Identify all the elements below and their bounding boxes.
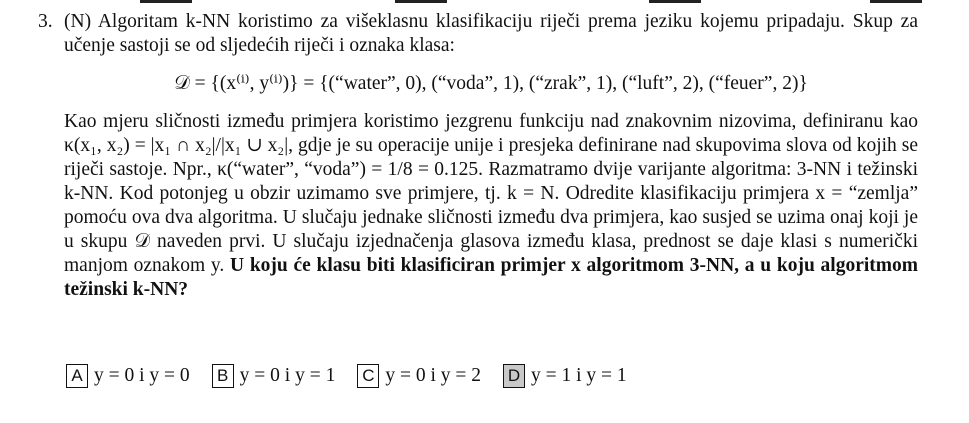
top-rule-segment — [870, 0, 922, 3]
answer-letter-box[interactable]: B — [212, 364, 234, 388]
answer-letter-box-selected[interactable]: D — [503, 364, 525, 388]
problem-number: 3. — [38, 11, 53, 32]
answer-option-c[interactable] — [357, 364, 481, 388]
problem-3 — [38, 10, 918, 302]
problem-description: Kao mjeru sličnosti između primjera koristimo jezgrenu funkciju nad znakovnim nizovima, definiranu kao κ(x₁, x₂) = |x₁ ∩ x₂|/|x₁ ∪ x₂|, gdje je su operacije unije i presjeka definirane nad skupovima slova od kojih se riječi sastoje. Npr., κ(“water”, “voda”) = 1/8 = 0.125. Razmatramo dvije varijante algoritma: 3-NN i težinski k-NN. Kod potonjeg u obzir uzimamo sve primjere, tj. k = N. Odredite klasifikaciju primjera x = “zemlja” pomoću ova dva algoritma. U slučaju jednake sličnosti između dva primjera, kao susjed se uzima onaj koji je u skupu 𝒟 naveden prvi. U slučaju izjednačenja glasova između klasa, prednost se daje klasi s numerički manjom oznakom y. — [64, 111, 918, 276]
problem-intro: (N) Algoritam k-NN koristimo za višeklasnu klasifikaciju riječi prema jeziku kojemu pripadaju. Skup za učenje sastoji se od sljedećih riječi i oznaka klasa: — [64, 11, 918, 56]
answer-option-b[interactable] — [212, 364, 336, 388]
top-rule-segment — [395, 0, 447, 3]
top-rule-fragments — [0, 0, 969, 5]
problem-body — [64, 10, 918, 302]
answer-letter-box[interactable]: A — [66, 364, 88, 388]
answer-text: y = 0 i y = 0 — [94, 365, 190, 386]
answer-text: y = 1 i y = 1 — [531, 365, 627, 386]
top-rule-segment — [649, 0, 701, 3]
top-rule-segment — [140, 0, 192, 3]
answer-option-d[interactable] — [503, 364, 627, 388]
problem-question: U koju će klasu biti klasificiran primjer x algoritmom 3-NN, a u koju algoritmom težinski k-NN? — [64, 255, 919, 300]
answer-options — [66, 364, 649, 388]
answer-text: y = 0 i y = 1 — [239, 365, 336, 386]
answer-option-a[interactable] — [66, 364, 190, 388]
problem-paragraph — [64, 110, 918, 302]
dataset-formula: 𝒟 = {(x⁽ⁱ⁾, y⁽ⁱ⁾)} = {(“water”, 0), (“voda”, 1), (“zrak”, 1), (“luft”, 2), (“feuer”, 2)} — [174, 73, 808, 94]
answer-letter-box[interactable]: C — [357, 364, 379, 388]
answer-text: y = 0 i y = 2 — [385, 365, 482, 386]
